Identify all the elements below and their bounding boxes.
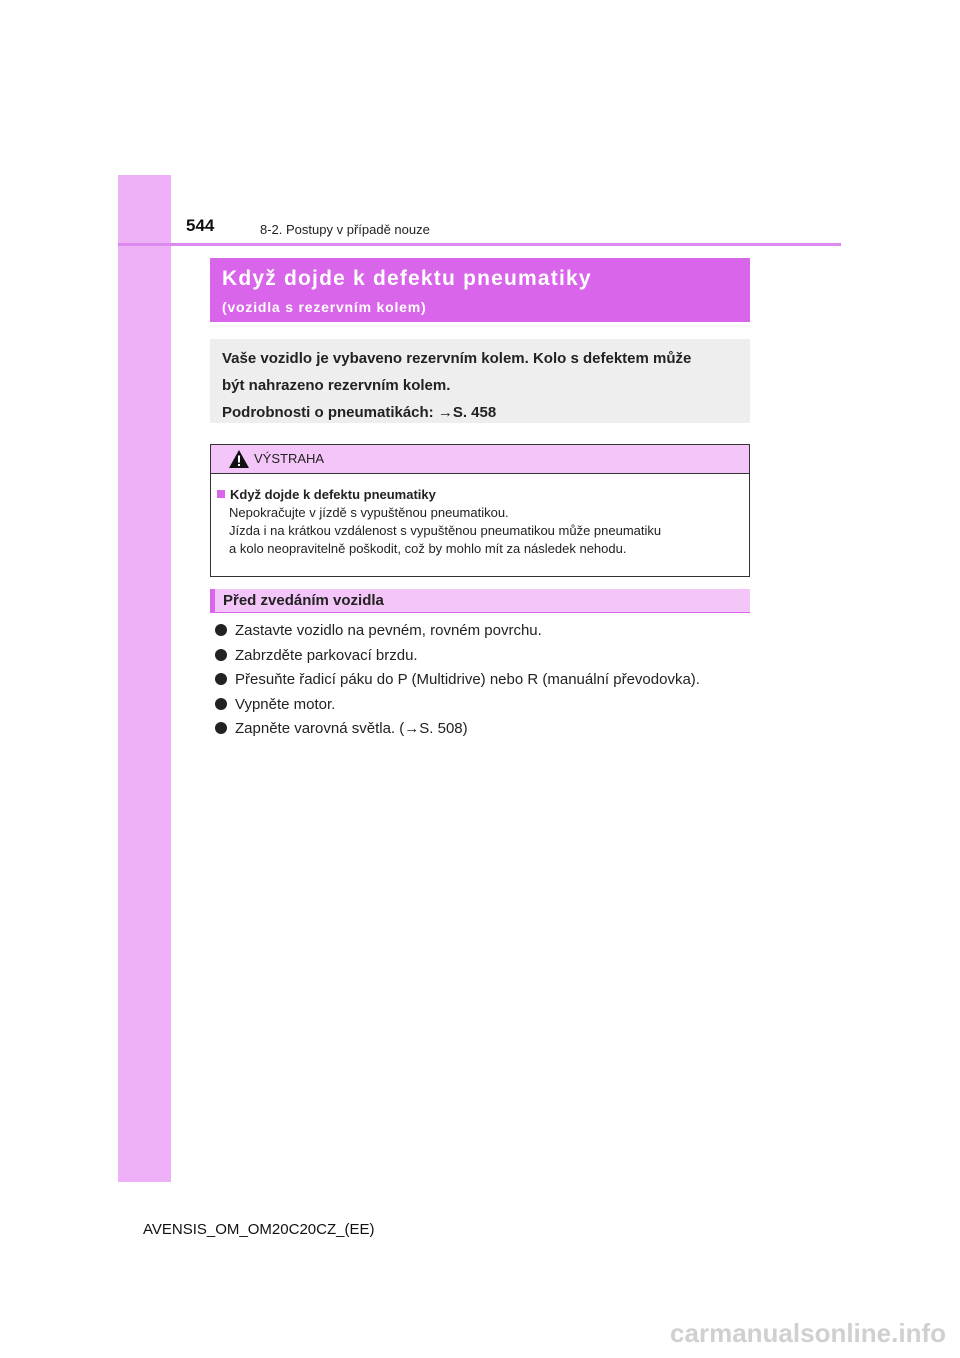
list-item-text: Vypněte motor. [235,695,336,713]
list-item-text: Zabrzděte parkovací brzdu. [235,646,418,664]
intro-box [210,339,750,423]
warning-heading [217,486,749,504]
intro-line: být nahrazeno rezervním kolem. [222,377,451,394]
list-item-text: Zapněte varovná světla. (→S. 508) [235,720,468,737]
warning-triangle-icon [228,449,250,469]
warning-label: VÝSTRAHA [254,451,325,466]
header-rule [118,243,841,246]
list-item [215,644,700,669]
bullet-icon [215,722,227,734]
warning-heading-text: Když dojde k defektu pneumatiky [230,487,436,502]
square-bullet-icon [217,490,225,498]
list-item [215,668,700,693]
step-list [215,619,700,742]
list-item [215,619,700,644]
list-item-text: Přesuňte řadicí páku do P (Multidrive) nebo R (manuální převodovka). [235,671,700,688]
list-item-text: Zastavte vozidlo na pevném, rovném povrchu. [235,622,542,639]
warning-text-line: a kolo neopravitelně poškodit, což by mohlo mít za následek nehodu. [229,541,627,556]
warning-body [211,474,749,558]
section-path: 8-2. Postupy v případě nouze [260,222,430,237]
page-number: 544 [186,216,215,235]
warning-text-line: Nepokračujte v jízdě s vypuštěnou pneumatikou. [229,505,509,520]
page-subtitle: (vozidla s rezervním kolem) [222,299,427,315]
warning-header [211,445,749,474]
page-title: Když dojde k defektu pneumatiky [222,267,592,290]
intro-line: Vaše vozidlo je vybaveno rezervním kolem. Kolo s defektem může [222,350,692,367]
warning-box [210,444,750,577]
document-code: AVENSIS_OM_OM20C20CZ_(EE) [143,1221,375,1238]
bullet-icon [215,624,227,636]
watermark: carmanualsonline.info [670,1318,946,1348]
warning-text-line: Jízda i na krátkou vzdálenost s vypuštěnou pneumatikou může pneumatiku [229,523,662,538]
intro-reference: Podrobnosti o pneumatikách: →S. 458 [222,404,497,421]
bullet-icon [215,673,227,685]
side-tab-bar [118,175,171,1182]
section-heading: Před zvedáním vozidla [210,589,750,613]
bullet-icon [215,698,227,710]
bullet-icon [215,649,227,661]
title-banner [210,258,750,322]
list-item [215,693,700,718]
list-item [215,717,700,742]
